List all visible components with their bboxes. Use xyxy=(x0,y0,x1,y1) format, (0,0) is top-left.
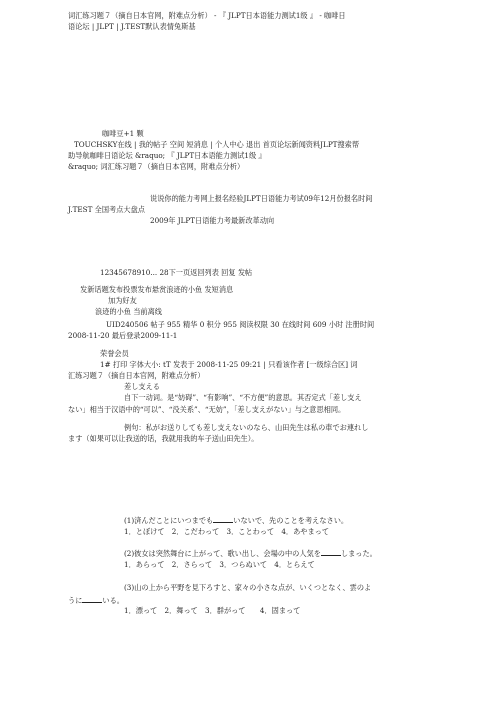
question-3: (3)山の上から平野を見下ろすと、家々の小さな点が、いくつとなく、雲のよ xyxy=(124,583,372,592)
user-nav-bar[interactable]: TOUCHSKY在线 | 我的帖子 空间 短消息 | 个人中心 退出 首页论坛新闻资料JLPT搜索帮 xyxy=(74,140,360,149)
promo-link-registration[interactable]: 说说你的能力考网上报名经验JLPT日语能力考试09年12月份报名时间 xyxy=(150,194,373,203)
vocab-explanation: 自下一动词。是“妨碍”、“有影响”、“不方便”的意思。其否定式「差し支え xyxy=(124,393,362,402)
author-stats-cont: 2008-11-20 最后登录2009-11-1 xyxy=(68,331,178,340)
question-1 xyxy=(124,514,348,526)
question-2-blank xyxy=(321,547,341,556)
example-sentence: 例句：私がお送りしても差し支えないのなら、山田先生は私の車でお連れし xyxy=(124,423,369,432)
question-1-blank xyxy=(213,514,233,523)
question-3-cont-end: いる。 xyxy=(102,596,124,605)
author-stats: UID240506 帖子 955 精华 0 积分 955 阅读权限 30 在线时间 609 小时 注册时间 xyxy=(106,320,375,329)
promo-link-jtest[interactable]: J.TEST 全国考点大盘点 xyxy=(68,205,145,214)
question-3-options: 1．漂って 2．舞って 3．群がって 4．固まって xyxy=(124,606,301,615)
question-1-options: 1．とぼけて 2．こだわって 3．ことわって 4．あやまって xyxy=(124,527,330,536)
page-title-line-2: 语论坛 | JLPT | J.TEST默认表情兔斯基 xyxy=(68,22,196,31)
pagination[interactable]: 12345678910... 28下一页返回列表 回复 发帖 xyxy=(100,268,253,277)
question-2-stem-end: しまった。 xyxy=(340,549,377,558)
vocab-word: 差し支える xyxy=(124,382,160,391)
vocab-explanation-cont: ない」相当于汉语中的“可以”、“没关系”、“无妨”，「差し支えがない」与之意思相同。 xyxy=(68,405,346,414)
example-sentence-cont: ます（如果可以让我送的话，我就用我的车子送山田先生）。 xyxy=(68,434,259,443)
question-3-blank xyxy=(82,594,102,603)
question-1-stem-end: いないで、先のことを考えなさい。 xyxy=(233,516,349,525)
thread-tools[interactable]: 发新话题发布投票发布悬赏浪迹的小鱼 发短消息 xyxy=(80,285,234,294)
question-2-stem-start: (2)彼女は突然舞台に上がって、歌い出し、会場の中の人気を xyxy=(124,549,321,558)
promo-link-reform[interactable]: 2009年 JLPT日语能力考最新改革动向 xyxy=(150,216,275,225)
question-1-stem-start: (1)済んだことにいつまでも xyxy=(124,516,214,525)
breadcrumb-thread[interactable]: &raquo; 词汇练习题７（摘自日本官网，附难点分析） xyxy=(68,162,245,171)
question-2-options: 1．あらって 2．さらって 3．つらぬいて 4．とらえて xyxy=(124,560,315,569)
author-rank: 荣誉会员 xyxy=(100,349,129,358)
post-meta: 1# 打印 字体大小: tT 发表于 2008-11-25 09:21 | 只看该作者 [一级综合区] 词 xyxy=(100,360,358,369)
question-3-cont xyxy=(68,594,124,606)
points-badge: 咖啡豆+1 颗 xyxy=(102,129,144,138)
post-title: 汇练习题７（摘自日本官网，附难点分析） xyxy=(68,371,205,380)
page-title-line-1: 词汇练习题７（摘自日本官网，附难点分析） - 『 JLPT日本语能力测试1级 』 - 咖啡日 xyxy=(68,11,346,20)
author-name-status: 浪迹的小鱼 当前离线 xyxy=(95,307,162,316)
breadcrumb[interactable]: 助导航咖啡日语论坛 &raquo; 『 JLPT日本语能力测试1级 』 xyxy=(68,151,266,160)
question-3-cont-start: うに xyxy=(68,596,83,605)
add-friend-link[interactable]: 加为好友 xyxy=(108,296,137,305)
question-2 xyxy=(124,547,377,559)
